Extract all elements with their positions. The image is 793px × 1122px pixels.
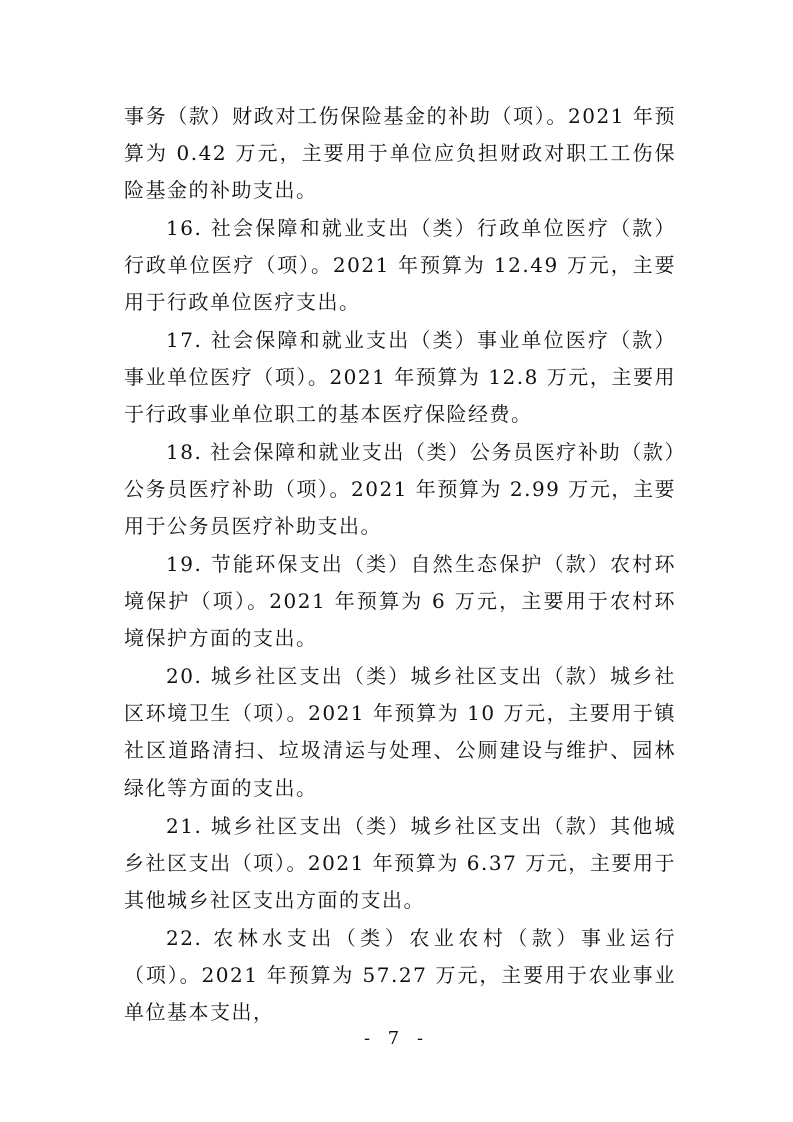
page-number: - 7 - [363,1028,430,1049]
paragraph-16: 16. 社会保障和就业支出（类）行政单位医疗（款）行政单位医疗（项）。2021 年预算为 12.49 万元，主要用于行政单位医疗支出。 [124,216,676,315]
paragraph-continuation: 事务（款）财政对工伤保险基金的补助（项）。2021 年预算为 0.42 万元，主要用于单位应负担财政对职工工伤保险基金的补助支出。 [124,104,676,203]
paragraph-18: 18. 社会保障和就业支出（类）公务员医疗补助（款）公务员医疗补助（项）。2021 年预算为 2.99 万元，主要用于公务员医疗补助支出。 [124,440,676,539]
paragraph-17: 17. 社会保障和就业支出（类）事业单位医疗（款）事业单位医疗（项）。2021 年预算为 12.8 万元，主要用于行政事业单位职工的基本医疗保险经费。 [124,328,676,427]
paragraph-19: 19. 节能环保支出（类）自然生态保护（款）农村环境保护（项）。2021 年预算为 6 万元，主要用于农村环境保护方面的支出。 [124,552,676,651]
paragraph-21: 21. 城乡社区支出（类）城乡社区支出（款）其他城乡社区支出（项）。2021 年预算为 6.37 万元，主要用于其他城乡社区支出方面的支出。 [124,814,676,913]
paragraph-20: 20. 城乡社区支出（类）城乡社区支出（款）城乡社区环境卫生（项）。2021 年预算为 10 万元，主要用于镇社区道路清扫、垃圾清运与处理、公厕建设与维护、园林绿化等方面的支出。 [124,664,676,800]
paragraph-22: 22. 农林水支出（类）农业农村（款）事业运行（项）。2021 年预算为 57.27 万元，主要用于农业事业单位基本支出， [124,926,676,1025]
